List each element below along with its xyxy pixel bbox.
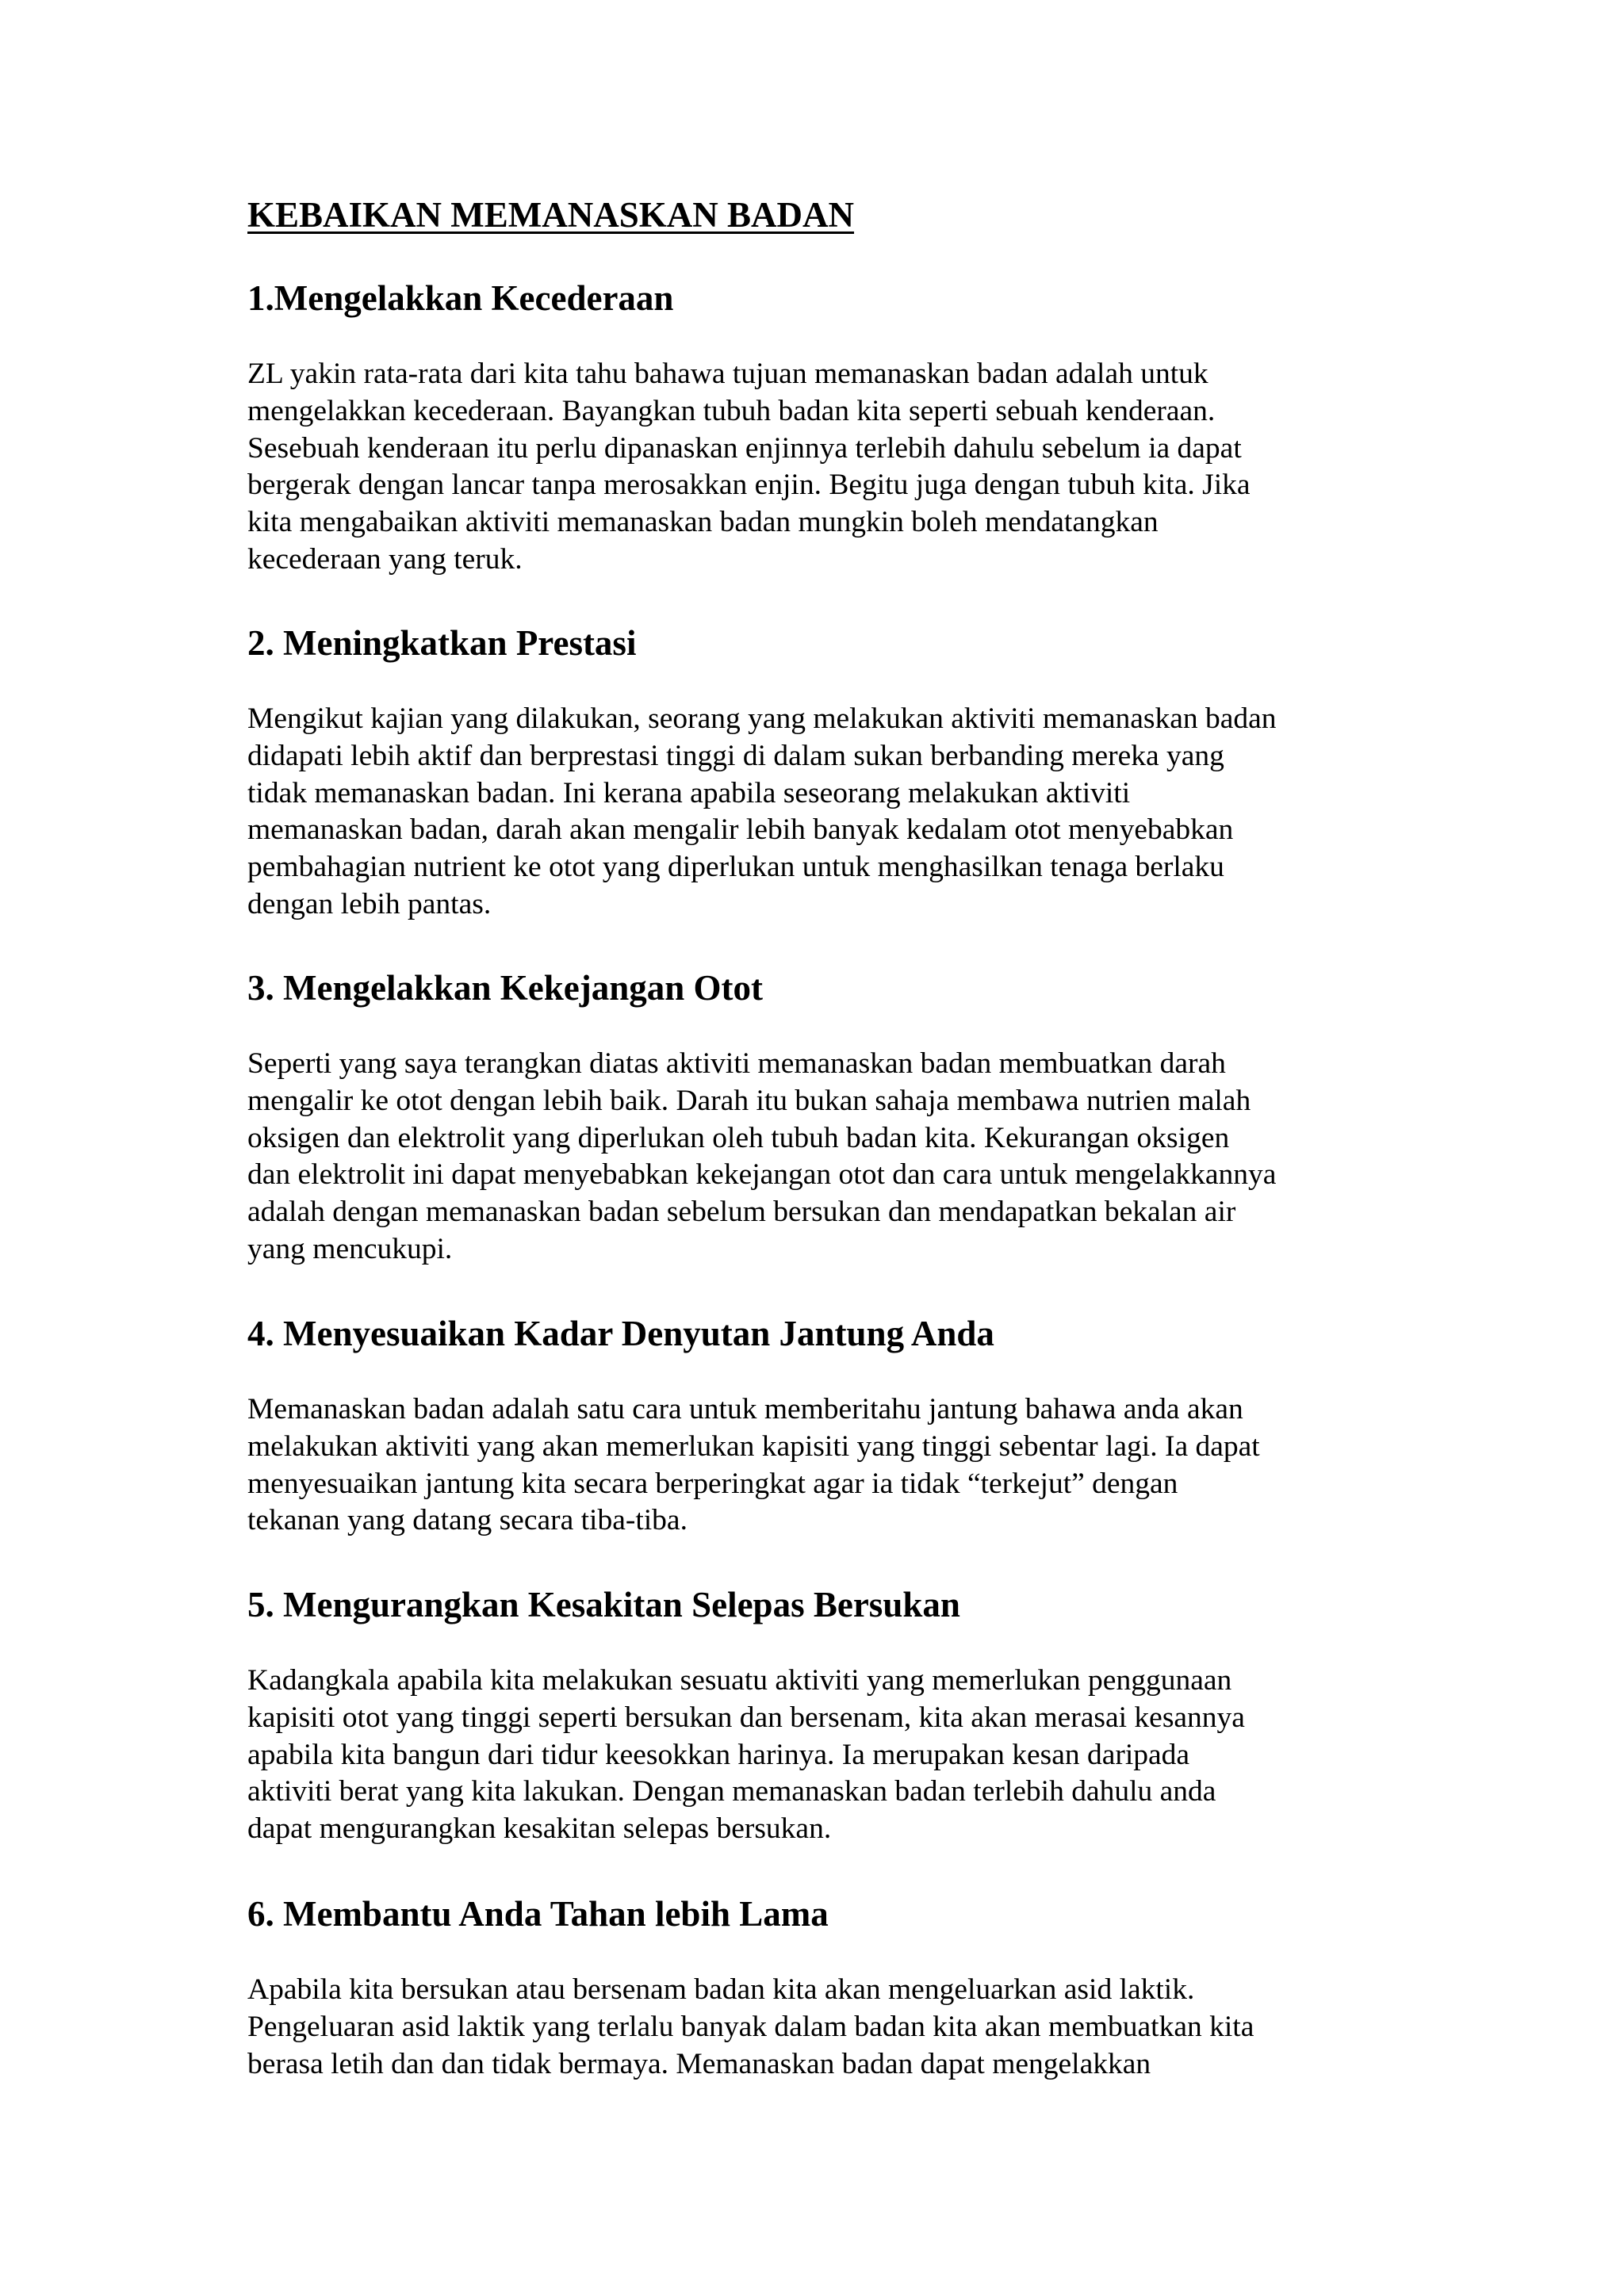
- section-heading: 5. Mengurangkan Kesakitan Selepas Bersukan: [247, 1585, 960, 1624]
- section-heading: 1.Mengelakkan Kecederaan: [247, 278, 674, 318]
- document-title: KEBAIKAN MEMANASKAN BADAN: [247, 195, 855, 235]
- paragraph-line: melakukan aktiviti yang akan memerlukan kapisiti yang tinggi sebentar lagi. Ia dapat: [247, 1429, 1260, 1463]
- section-heading: 2. Meningkatkan Prestasi: [247, 623, 637, 663]
- paragraph-line: memanaskan badan, darah akan mengalir lebih banyak kedalam otot menyebabkan: [247, 813, 1234, 847]
- section-paragraph: [247, 701, 1413, 924]
- paragraph-line: kecederaan yang teruk.: [247, 542, 523, 576]
- paragraph-line: Kadangkala apabila kita melakukan sesuatu aktiviti yang memerlukan penggunaan: [247, 1664, 1232, 1697]
- paragraph-line: oksigen dan elektrolit yang diperlukan oleh tubuh badan kita. Kekurangan oksigen: [247, 1121, 1230, 1154]
- paragraph-line: apabila kita bangun dari tidur keesokkan harinya. Ia merupakan kesan daripada: [247, 1738, 1190, 1771]
- paragraph-line: Sesebuah kenderaan itu perlu dipanaskan enjinnya terlebih dahulu sebelum ia dapat: [247, 431, 1242, 465]
- paragraph-line: yang mencukupi.: [247, 1232, 453, 1265]
- section-improve-performance: [247, 622, 1413, 924]
- paragraph-line: ZL yakin rata-rata dari kita tahu bahawa tujuan memanaskan badan adalah untuk: [247, 358, 1208, 390]
- paragraph-line: tekanan yang datang secara tiba-tiba.: [247, 1504, 688, 1537]
- paragraph-line: tidak memanaskan badan. Ini kerana apabila seseorang melakukan aktiviti: [247, 776, 1131, 809]
- paragraph-line: Apabila kita bersukan atau bersenam badan kita akan mengeluarkan asid laktik.: [247, 1973, 1195, 2006]
- paragraph-line: didapati lebih aktif dan berprestasi tinggi di dalam sukan berbanding mereka yang: [247, 739, 1224, 772]
- paragraph-line: Pengeluaran asid laktik yang terlalu banyak dalam badan kita akan membuatkan kita: [247, 2010, 1254, 2043]
- section-paragraph: [247, 1663, 1413, 1848]
- section-paragraph: [247, 1391, 1413, 1540]
- section-heading: 6. Membantu Anda Tahan lebih Lama: [247, 1894, 829, 1934]
- paragraph-line: Memanaskan badan adalah satu cara untuk memberitahu jantung bahawa anda akan: [247, 1393, 1243, 1425]
- paragraph-line: dapat mengurangkan kesakitan selepas bersukan.: [247, 1812, 832, 1846]
- document-page: [247, 194, 1413, 2080]
- section-heart-rate: [247, 1313, 1413, 1540]
- section-reduce-soreness: [247, 1584, 1413, 1848]
- section-heading: 4. Menyesuaikan Kadar Denyutan Jantung Anda: [247, 1314, 994, 1353]
- paragraph-line: dan elektrolit ini dapat menyebabkan kekejangan otot dan cara untuk mengelakkannya: [247, 1158, 1277, 1192]
- paragraph-line: dengan lebih pantas.: [247, 887, 492, 920]
- paragraph-line: Mengikut kajian yang dilakukan, seorang yang melakukan aktiviti memanaskan badan: [247, 702, 1277, 735]
- paragraph-line: mengalir ke otot dengan lebih baik. Darah itu bukan sahaja membawa nutrien malah: [247, 1084, 1251, 1117]
- section-last-longer: [247, 1893, 1413, 2083]
- paragraph-line: bergerak dengan lancar tanpa merosakkan enjin. Begitu juga dengan tubuh kita. Jika: [247, 469, 1251, 502]
- paragraph-line: Seperti yang saya terangkan diatas aktiviti memanaskan badan membuatkan darah: [247, 1047, 1226, 1080]
- paragraph-line: menyesuaikan jantung kita secara berperingkat agar ia tidak “terkejut” dengan: [247, 1467, 1178, 1500]
- paragraph-line: aktiviti berat yang kita lakukan. Dengan memanaskan badan terlebih dahulu anda: [247, 1775, 1216, 1808]
- section-avoid-cramps: [247, 967, 1413, 1269]
- section-heading: 3. Mengelakkan Kekejangan Otot: [247, 968, 764, 1008]
- paragraph-line: adalah dengan memanaskan badan sebelum bersukan dan mendapatkan bekalan air: [247, 1196, 1236, 1229]
- paragraph-line: mengelakkan kecederaan. Bayangkan tubuh badan kita seperti sebuah kenderaan.: [247, 394, 1216, 427]
- paragraph-line: pembahagian nutrient ke otot yang diperlukan untuk menghasilkan tenaga berlaku: [247, 851, 1224, 884]
- paragraph-line: kapisiti otot yang tinggi seperti bersukan dan bersenam, kita akan merasai kesannya: [247, 1701, 1245, 1734]
- section-paragraph: [247, 1972, 1413, 2083]
- section-avoid-injury: [247, 277, 1413, 579]
- section-paragraph: [247, 356, 1413, 579]
- paragraph-line: kita mengabaikan aktiviti memanaskan badan mungkin boleh mendatangkan: [247, 506, 1159, 539]
- section-paragraph: [247, 1046, 1413, 1269]
- paragraph-line: berasa letih dan dan tidak bermaya. Memanaskan badan dapat mengelakkan: [247, 2047, 1151, 2080]
